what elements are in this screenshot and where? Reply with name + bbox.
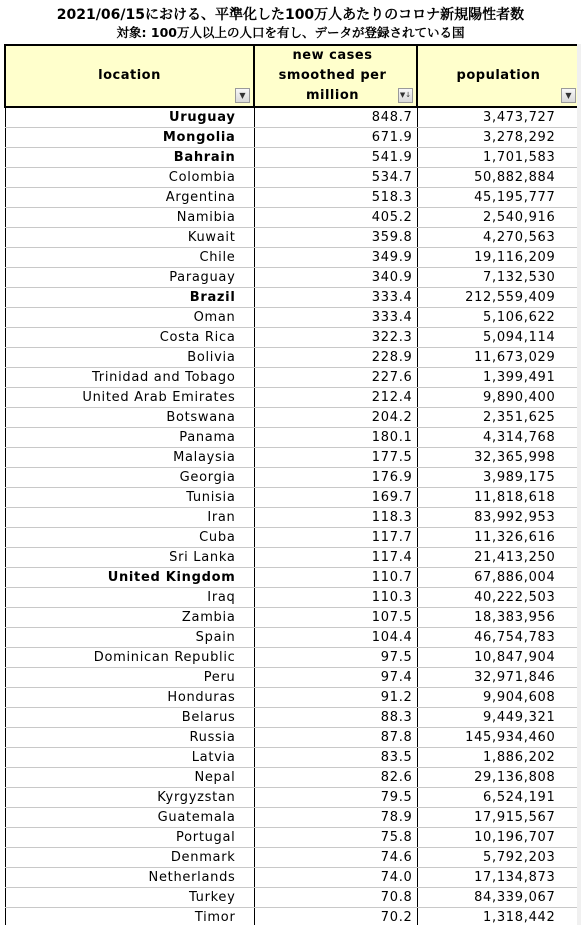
population-cell[interactable]: 50,882,884	[417, 168, 580, 188]
table-row[interactable]	[5, 888, 580, 908]
population-cell[interactable]: 9,449,321	[417, 708, 580, 728]
cases-cell[interactable]: 349.9	[254, 248, 417, 268]
table-row[interactable]	[5, 568, 580, 588]
location-cell[interactable]: Kyrgyzstan	[5, 788, 254, 808]
location-cell[interactable]: Nepal	[5, 768, 254, 788]
table-row[interactable]	[5, 188, 580, 208]
population-cell[interactable]: 67,886,004	[417, 568, 580, 588]
population-cell[interactable]: 18,383,956	[417, 608, 580, 628]
location-cell[interactable]: Botswana	[5, 408, 254, 428]
location-cell[interactable]: Iran	[5, 508, 254, 528]
population-cell[interactable]: 3,278,292	[417, 128, 580, 148]
location-cell[interactable]: Guatemala	[5, 808, 254, 828]
population-cell[interactable]: 10,196,707	[417, 828, 580, 848]
table-row[interactable]	[5, 248, 580, 268]
cases-cell[interactable]: 405.2	[254, 208, 417, 228]
column-header-population	[417, 45, 580, 107]
population-cell[interactable]: 5,792,203	[417, 848, 580, 868]
population-cell[interactable]: 46,754,783	[417, 628, 580, 648]
header-row	[5, 45, 580, 107]
cases-cell[interactable]: 78.9	[254, 808, 417, 828]
cases-cell[interactable]: 541.9	[254, 148, 417, 168]
population-cell[interactable]: 45,195,777	[417, 188, 580, 208]
cases-cell[interactable]: 79.5	[254, 788, 417, 808]
table-row[interactable]	[5, 208, 580, 228]
cases-cell[interactable]: 117.7	[254, 528, 417, 548]
location-cell[interactable]: Denmark	[5, 848, 254, 868]
table-row[interactable]	[5, 508, 580, 528]
table-row[interactable]	[5, 528, 580, 548]
table-row[interactable]	[5, 688, 580, 708]
location-cell[interactable]: Namibia	[5, 208, 254, 228]
table-row[interactable]	[5, 448, 580, 468]
table-row[interactable]	[5, 388, 580, 408]
table-body	[5, 107, 580, 925]
location-cell[interactable]: Panama	[5, 428, 254, 448]
location-cell[interactable]: Costa Rica	[5, 328, 254, 348]
location-cell[interactable]: Belarus	[5, 708, 254, 728]
population-cell[interactable]: 32,971,846	[417, 668, 580, 688]
cases-cell[interactable]: 118.3	[254, 508, 417, 528]
location-cell[interactable]: Bolivia	[5, 348, 254, 368]
cases-cell[interactable]: 177.5	[254, 448, 417, 468]
location-cell[interactable]: Peru	[5, 668, 254, 688]
location-cell[interactable]: Uruguay	[5, 107, 254, 128]
column-header-cases	[254, 45, 417, 107]
cases-cell[interactable]: 848.7	[254, 107, 417, 128]
table-row[interactable]	[5, 788, 580, 808]
cases-cell[interactable]: 180.1	[254, 428, 417, 448]
table-row[interactable]	[5, 628, 580, 648]
table-row[interactable]	[5, 288, 580, 308]
table-row[interactable]	[5, 608, 580, 628]
location-cell[interactable]: Turkey	[5, 888, 254, 908]
table-row[interactable]	[5, 428, 580, 448]
location-cell[interactable]: Paraguay	[5, 268, 254, 288]
cases-cell[interactable]: 117.4	[254, 548, 417, 568]
population-cell[interactable]: 29,136,808	[417, 768, 580, 788]
spreadsheet	[0, 44, 581, 925]
table-row[interactable]	[5, 168, 580, 188]
table-row[interactable]	[5, 128, 580, 148]
table-row[interactable]	[5, 328, 580, 348]
cases-cell[interactable]: 87.8	[254, 728, 417, 748]
column-header-population-label: population	[456, 68, 541, 83]
cases-cell[interactable]: 110.3	[254, 588, 417, 608]
location-cell[interactable]: Brazil	[5, 288, 254, 308]
table-row[interactable]	[5, 488, 580, 508]
cases-cell[interactable]: 169.7	[254, 488, 417, 508]
location-cell[interactable]: United Arab Emirates	[5, 388, 254, 408]
cases-cell[interactable]: 228.9	[254, 348, 417, 368]
page-subtitle: 対象: 100万人以上の人口を有し、データが登録されている国	[116, 25, 465, 40]
vertical-scrollbar[interactable]	[577, 44, 581, 925]
population-cell[interactable]: 2,540,916	[417, 208, 580, 228]
population-cell[interactable]: 212,559,409	[417, 288, 580, 308]
population-cell[interactable]: 1,701,583	[417, 148, 580, 168]
population-cell[interactable]: 11,326,616	[417, 528, 580, 548]
filter-dropdown-icon[interactable]: ▼	[561, 88, 576, 103]
cases-cell[interactable]: 671.9	[254, 128, 417, 148]
population-cell[interactable]: 4,314,768	[417, 428, 580, 448]
cases-cell[interactable]: 110.7	[254, 568, 417, 588]
column-header-location	[5, 45, 254, 107]
table-row[interactable]	[5, 828, 580, 848]
table-row[interactable]	[5, 107, 580, 128]
table-row[interactable]	[5, 468, 580, 488]
cases-cell[interactable]: 534.7	[254, 168, 417, 188]
location-cell[interactable]: Portugal	[5, 828, 254, 848]
population-cell[interactable]: 6,524,191	[417, 788, 580, 808]
table-row[interactable]	[5, 848, 580, 868]
table-row[interactable]	[5, 228, 580, 248]
sorted-filter-dropdown-icon[interactable]: ▼↓	[398, 88, 413, 103]
location-cell[interactable]: Malaysia	[5, 448, 254, 468]
population-cell[interactable]: 21,413,250	[417, 548, 580, 568]
population-cell[interactable]: 11,673,029	[417, 348, 580, 368]
location-cell[interactable]: Kuwait	[5, 228, 254, 248]
cases-cell[interactable]: 322.3	[254, 328, 417, 348]
population-cell[interactable]: 9,904,608	[417, 688, 580, 708]
population-cell[interactable]: 3,473,727	[417, 107, 580, 128]
population-cell[interactable]: 4,270,563	[417, 228, 580, 248]
table-row[interactable]	[5, 648, 580, 668]
cases-cell[interactable]: 70.2	[254, 908, 417, 925]
cases-cell[interactable]: 83.5	[254, 748, 417, 768]
cases-cell[interactable]: 88.3	[254, 708, 417, 728]
cases-cell[interactable]: 340.9	[254, 268, 417, 288]
table-row[interactable]	[5, 808, 580, 828]
location-cell[interactable]: United Kingdom	[5, 568, 254, 588]
column-header-cases-label: new cases smoothed per million	[278, 48, 387, 103]
data-table	[4, 44, 581, 925]
cases-cell[interactable]: 97.4	[254, 668, 417, 688]
cases-cell[interactable]: 333.4	[254, 288, 417, 308]
cases-cell[interactable]: 107.5	[254, 608, 417, 628]
cases-cell[interactable]: 359.8	[254, 228, 417, 248]
table-row[interactable]	[5, 588, 580, 608]
location-cell[interactable]: Latvia	[5, 748, 254, 768]
table-row[interactable]	[5, 308, 580, 328]
table-row[interactable]	[5, 728, 580, 748]
cases-cell[interactable]: 104.4	[254, 628, 417, 648]
table-row[interactable]	[5, 348, 580, 368]
cases-cell[interactable]: 74.6	[254, 848, 417, 868]
cases-cell[interactable]: 227.6	[254, 368, 417, 388]
table-row[interactable]	[5, 708, 580, 728]
location-cell[interactable]: Cuba	[5, 528, 254, 548]
population-cell[interactable]: 19,116,209	[417, 248, 580, 268]
population-cell[interactable]: 1,399,491	[417, 368, 580, 388]
location-cell[interactable]: Mongolia	[5, 128, 254, 148]
population-cell[interactable]: 7,132,530	[417, 268, 580, 288]
cases-cell[interactable]: 75.8	[254, 828, 417, 848]
population-cell[interactable]: 83,992,953	[417, 508, 580, 528]
table-row[interactable]	[5, 868, 580, 888]
cases-cell[interactable]: 82.6	[254, 768, 417, 788]
table-row[interactable]	[5, 908, 580, 925]
page-title: 2021/06/15における、平準化した100万人あたりのコロナ新規陽性者数	[56, 7, 525, 23]
column-header-location-label: location	[98, 68, 161, 83]
population-cell[interactable]: 17,134,873	[417, 868, 580, 888]
table-row[interactable]	[5, 768, 580, 788]
table-row[interactable]	[5, 148, 580, 168]
location-cell[interactable]: Honduras	[5, 688, 254, 708]
population-cell[interactable]: 5,106,622	[417, 308, 580, 328]
location-cell[interactable]: Russia	[5, 728, 254, 748]
cases-cell[interactable]: 518.3	[254, 188, 417, 208]
location-cell[interactable]: Chile	[5, 248, 254, 268]
table-row[interactable]	[5, 408, 580, 428]
location-cell[interactable]: Tunisia	[5, 488, 254, 508]
population-cell[interactable]: 2,351,625	[417, 408, 580, 428]
location-cell[interactable]: Iraq	[5, 588, 254, 608]
table-row[interactable]	[5, 368, 580, 388]
filter-dropdown-icon[interactable]: ▼	[235, 88, 250, 103]
cases-cell[interactable]: 74.0	[254, 868, 417, 888]
location-cell[interactable]: Sri Lanka	[5, 548, 254, 568]
population-cell[interactable]: 10,847,904	[417, 648, 580, 668]
table-row[interactable]	[5, 268, 580, 288]
cases-cell[interactable]: 97.5	[254, 648, 417, 668]
location-cell[interactable]: Dominican Republic	[5, 648, 254, 668]
location-cell[interactable]: Zambia	[5, 608, 254, 628]
population-cell[interactable]: 145,934,460	[417, 728, 580, 748]
location-cell[interactable]: Georgia	[5, 468, 254, 488]
cases-cell[interactable]: 70.8	[254, 888, 417, 908]
population-cell[interactable]: 84,339,067	[417, 888, 580, 908]
population-cell[interactable]: 40,222,503	[417, 588, 580, 608]
location-cell[interactable]: Oman	[5, 308, 254, 328]
population-cell[interactable]: 1,318,442	[417, 908, 580, 925]
population-cell[interactable]: 11,818,618	[417, 488, 580, 508]
cases-cell[interactable]: 204.2	[254, 408, 417, 428]
population-cell[interactable]: 17,915,567	[417, 808, 580, 828]
population-cell[interactable]: 5,094,114	[417, 328, 580, 348]
location-cell[interactable]: Bahrain	[5, 148, 254, 168]
location-cell[interactable]: Colombia	[5, 168, 254, 188]
title-block	[0, 0, 581, 44]
cases-cell[interactable]: 333.4	[254, 308, 417, 328]
table-row[interactable]	[5, 668, 580, 688]
location-cell[interactable]: Trinidad and Tobago	[5, 368, 254, 388]
location-cell[interactable]: Argentina	[5, 188, 254, 208]
table-row[interactable]	[5, 548, 580, 568]
population-cell[interactable]: 9,890,400	[417, 388, 580, 408]
cases-cell[interactable]: 212.4	[254, 388, 417, 408]
location-cell[interactable]: Timor	[5, 908, 254, 925]
table-row[interactable]	[5, 748, 580, 768]
location-cell[interactable]: Spain	[5, 628, 254, 648]
population-cell[interactable]: 3,989,175	[417, 468, 580, 488]
population-cell[interactable]: 32,365,998	[417, 448, 580, 468]
cases-cell[interactable]: 176.9	[254, 468, 417, 488]
population-cell[interactable]: 1,886,202	[417, 748, 580, 768]
location-cell[interactable]: Netherlands	[5, 868, 254, 888]
cases-cell[interactable]: 91.2	[254, 688, 417, 708]
